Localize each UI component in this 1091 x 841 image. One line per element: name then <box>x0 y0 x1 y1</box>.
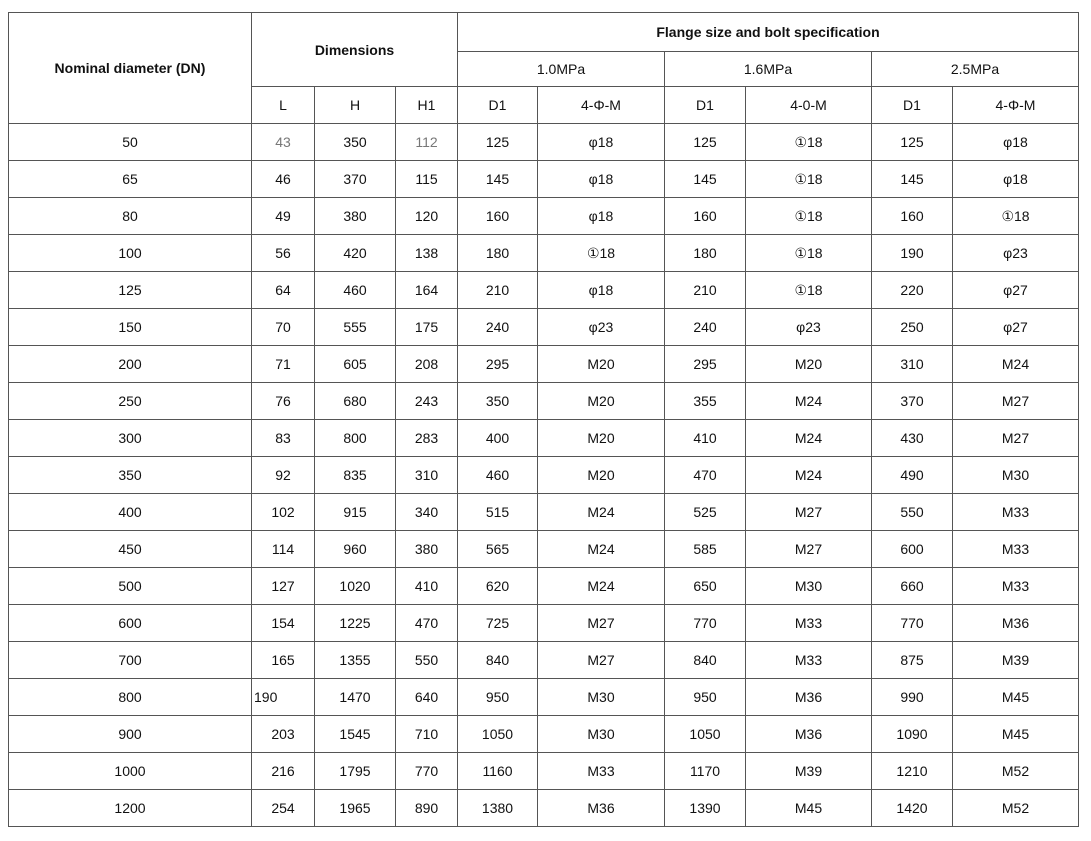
cell-dn: 350 <box>9 457 252 494</box>
cell-bolt-1-6: M30 <box>746 568 872 605</box>
cell-bolt-2-5: M52 <box>953 753 1079 790</box>
cell-d1-2-5: 1210 <box>872 753 953 790</box>
cell-l: 70 <box>252 309 315 346</box>
cell-bolt-2-5: M27 <box>953 420 1079 457</box>
cell-d1-2-5: 1420 <box>872 790 953 827</box>
cell-bolt-1-6: ①18 <box>746 272 872 309</box>
cell-d1-1-0: 620 <box>458 568 538 605</box>
cell-dn: 65 <box>9 161 252 198</box>
cell-bolt-1-0: φ18 <box>538 198 665 235</box>
header-col-bolt-1-0: 4-Φ-M <box>538 87 665 124</box>
cell-l: 216 <box>252 753 315 790</box>
cell-bolt-1-0: ①18 <box>538 235 665 272</box>
cell-d1-1-6: 585 <box>665 531 746 568</box>
cell-h: 380 <box>315 198 396 235</box>
table-row <box>9 309 1079 346</box>
cell-h: 1965 <box>315 790 396 827</box>
cell-bolt-1-6: M24 <box>746 420 872 457</box>
cell-d1-1-6: 525 <box>665 494 746 531</box>
cell-l: 49 <box>252 198 315 235</box>
header-flange-spec: Flange size and bolt specification <box>458 13 1079 52</box>
cell-bolt-1-0: M27 <box>538 605 665 642</box>
cell-h: 835 <box>315 457 396 494</box>
cell-bolt-2-5: M39 <box>953 642 1079 679</box>
cell-h1: 710 <box>396 716 458 753</box>
table-row <box>9 790 1079 827</box>
cell-dn: 50 <box>9 124 252 161</box>
cell-d1-2-5: 600 <box>872 531 953 568</box>
cell-l: 154 <box>252 605 315 642</box>
table-row <box>9 605 1079 642</box>
cell-h1: 283 <box>396 420 458 457</box>
cell-bolt-1-6: M20 <box>746 346 872 383</box>
cell-l: 64 <box>252 272 315 309</box>
cell-bolt-1-6: ①18 <box>746 124 872 161</box>
cell-h1: 115 <box>396 161 458 198</box>
header-col-h1: H1 <box>396 87 458 124</box>
cell-d1-1-6: 650 <box>665 568 746 605</box>
cell-bolt-1-0: M36 <box>538 790 665 827</box>
cell-bolt-1-0: φ18 <box>538 124 665 161</box>
cell-h1: 112 <box>396 124 458 161</box>
header-col-d1-2-5: D1 <box>872 87 953 124</box>
table-row <box>9 753 1079 790</box>
cell-dn: 450 <box>9 531 252 568</box>
cell-dn: 150 <box>9 309 252 346</box>
cell-h1: 470 <box>396 605 458 642</box>
header-pressure-2-5: 2.5MPa <box>872 52 1079 87</box>
cell-bolt-1-0: M30 <box>538 679 665 716</box>
cell-d1-1-0: 515 <box>458 494 538 531</box>
cell-l: 165 <box>252 642 315 679</box>
table-row <box>9 420 1079 457</box>
cell-d1-2-5: 430 <box>872 420 953 457</box>
cell-d1-1-6: 145 <box>665 161 746 198</box>
cell-bolt-1-6: M27 <box>746 494 872 531</box>
cell-dn: 100 <box>9 235 252 272</box>
cell-d1-2-5: 875 <box>872 642 953 679</box>
cell-h1: 550 <box>396 642 458 679</box>
table-row <box>9 531 1079 568</box>
cell-l: 127 <box>252 568 315 605</box>
table-row <box>9 457 1079 494</box>
table-row <box>9 679 1079 716</box>
cell-bolt-2-5: ①18 <box>953 198 1079 235</box>
table-row <box>9 161 1079 198</box>
cell-dn: 200 <box>9 346 252 383</box>
cell-h1: 410 <box>396 568 458 605</box>
cell-bolt-2-5: M27 <box>953 383 1079 420</box>
cell-d1-2-5: 370 <box>872 383 953 420</box>
cell-d1-1-0: 1160 <box>458 753 538 790</box>
table-row <box>9 642 1079 679</box>
cell-dn: 600 <box>9 605 252 642</box>
cell-bolt-1-0: M24 <box>538 568 665 605</box>
cell-d1-2-5: 250 <box>872 309 953 346</box>
cell-h: 915 <box>315 494 396 531</box>
cell-bolt-1-0: M20 <box>538 420 665 457</box>
cell-d1-2-5: 160 <box>872 198 953 235</box>
cell-h: 1225 <box>315 605 396 642</box>
cell-bolt-1-0: φ18 <box>538 161 665 198</box>
cell-h1: 120 <box>396 198 458 235</box>
cell-bolt-2-5: φ18 <box>953 124 1079 161</box>
cell-bolt-1-0: φ18 <box>538 272 665 309</box>
table-body <box>9 124 1079 827</box>
cell-bolt-1-6: φ23 <box>746 309 872 346</box>
cell-bolt-1-6: M24 <box>746 457 872 494</box>
cell-bolt-1-6: ①18 <box>746 198 872 235</box>
cell-d1-2-5: 310 <box>872 346 953 383</box>
cell-bolt-1-6: M45 <box>746 790 872 827</box>
header-pressure-1-0: 1.0MPa <box>458 52 665 87</box>
cell-l: 76 <box>252 383 315 420</box>
cell-dn: 800 <box>9 679 252 716</box>
cell-h: 420 <box>315 235 396 272</box>
cell-h: 1795 <box>315 753 396 790</box>
table-row <box>9 383 1079 420</box>
table-row <box>9 272 1079 309</box>
cell-bolt-2-5: φ27 <box>953 272 1079 309</box>
cell-dn: 900 <box>9 716 252 753</box>
table-row <box>9 568 1079 605</box>
header-pressure-1-6: 1.6MPa <box>665 52 872 87</box>
cell-dn: 125 <box>9 272 252 309</box>
cell-bolt-1-6: ①18 <box>746 161 872 198</box>
table-row <box>9 494 1079 531</box>
cell-d1-2-5: 770 <box>872 605 953 642</box>
header-col-bolt-2-5: 4-Φ-M <box>953 87 1079 124</box>
cell-d1-2-5: 145 <box>872 161 953 198</box>
cell-d1-2-5: 220 <box>872 272 953 309</box>
cell-bolt-2-5: M30 <box>953 457 1079 494</box>
cell-bolt-1-0: M30 <box>538 716 665 753</box>
cell-d1-1-0: 145 <box>458 161 538 198</box>
cell-h: 370 <box>315 161 396 198</box>
cell-bolt-2-5: φ27 <box>953 309 1079 346</box>
cell-d1-2-5: 550 <box>872 494 953 531</box>
cell-bolt-1-6: M36 <box>746 679 872 716</box>
cell-h1: 340 <box>396 494 458 531</box>
cell-d1-2-5: 490 <box>872 457 953 494</box>
header-col-d1-1-6: D1 <box>665 87 746 124</box>
cell-d1-1-6: 950 <box>665 679 746 716</box>
cell-d1-1-6: 210 <box>665 272 746 309</box>
table-row <box>9 716 1079 753</box>
cell-d1-1-0: 1050 <box>458 716 538 753</box>
cell-h: 350 <box>315 124 396 161</box>
cell-bolt-2-5: M52 <box>953 790 1079 827</box>
cell-l: 190 <box>252 679 315 716</box>
table-header <box>9 13 1079 124</box>
cell-d1-1-0: 460 <box>458 457 538 494</box>
cell-d1-1-0: 210 <box>458 272 538 309</box>
cell-l: 203 <box>252 716 315 753</box>
cell-h: 800 <box>315 420 396 457</box>
cell-l: 56 <box>252 235 315 272</box>
cell-l: 43 <box>252 124 315 161</box>
cell-dn: 300 <box>9 420 252 457</box>
cell-d1-1-0: 1380 <box>458 790 538 827</box>
cell-d1-1-6: 355 <box>665 383 746 420</box>
header-col-l: L <box>252 87 315 124</box>
header-col-d1-1-0: D1 <box>458 87 538 124</box>
header-nominal-diameter: Nominal diameter (DN) <box>9 13 252 124</box>
cell-d1-1-0: 840 <box>458 642 538 679</box>
cell-d1-1-6: 410 <box>665 420 746 457</box>
cell-d1-1-0: 350 <box>458 383 538 420</box>
cell-d1-1-6: 840 <box>665 642 746 679</box>
cell-l: 46 <box>252 161 315 198</box>
cell-h1: 310 <box>396 457 458 494</box>
cell-l: 71 <box>252 346 315 383</box>
cell-d1-1-0: 295 <box>458 346 538 383</box>
cell-h1: 138 <box>396 235 458 272</box>
cell-dn: 1000 <box>9 753 252 790</box>
cell-bolt-1-6: M33 <box>746 642 872 679</box>
cell-bolt-2-5: M36 <box>953 605 1079 642</box>
cell-d1-2-5: 125 <box>872 124 953 161</box>
cell-bolt-1-0: M20 <box>538 383 665 420</box>
cell-d1-1-6: 770 <box>665 605 746 642</box>
cell-bolt-1-0: M24 <box>538 531 665 568</box>
cell-d1-1-0: 125 <box>458 124 538 161</box>
cell-l: 114 <box>252 531 315 568</box>
cell-bolt-1-0: M33 <box>538 753 665 790</box>
cell-d1-1-6: 180 <box>665 235 746 272</box>
cell-h: 680 <box>315 383 396 420</box>
cell-h: 960 <box>315 531 396 568</box>
cell-d1-2-5: 1090 <box>872 716 953 753</box>
cell-h1: 890 <box>396 790 458 827</box>
cell-h1: 243 <box>396 383 458 420</box>
cell-bolt-2-5: M45 <box>953 716 1079 753</box>
header-col-bolt-1-6: 4-0-M <box>746 87 872 124</box>
cell-d1-1-0: 400 <box>458 420 538 457</box>
table-row <box>9 346 1079 383</box>
cell-d1-1-6: 470 <box>665 457 746 494</box>
cell-h: 1545 <box>315 716 396 753</box>
cell-d1-2-5: 990 <box>872 679 953 716</box>
cell-l: 102 <box>252 494 315 531</box>
cell-bolt-2-5: M33 <box>953 531 1079 568</box>
cell-d1-1-6: 160 <box>665 198 746 235</box>
cell-l: 254 <box>252 790 315 827</box>
cell-bolt-1-6: ①18 <box>746 235 872 272</box>
cell-h1: 175 <box>396 309 458 346</box>
cell-bolt-1-0: M20 <box>538 457 665 494</box>
cell-bolt-1-0: M20 <box>538 346 665 383</box>
cell-bolt-1-6: M33 <box>746 605 872 642</box>
cell-d1-1-0: 725 <box>458 605 538 642</box>
cell-d1-1-0: 950 <box>458 679 538 716</box>
cell-bolt-1-0: φ23 <box>538 309 665 346</box>
cell-l: 92 <box>252 457 315 494</box>
cell-d1-1-0: 180 <box>458 235 538 272</box>
cell-d1-1-0: 160 <box>458 198 538 235</box>
cell-h1: 770 <box>396 753 458 790</box>
cell-l: 83 <box>252 420 315 457</box>
cell-h1: 208 <box>396 346 458 383</box>
cell-dn: 500 <box>9 568 252 605</box>
cell-d1-1-6: 125 <box>665 124 746 161</box>
cell-h: 460 <box>315 272 396 309</box>
cell-d1-1-0: 565 <box>458 531 538 568</box>
cell-d1-2-5: 190 <box>872 235 953 272</box>
cell-bolt-2-5: M33 <box>953 494 1079 531</box>
cell-h: 1355 <box>315 642 396 679</box>
cell-bolt-2-5: φ23 <box>953 235 1079 272</box>
cell-dn: 400 <box>9 494 252 531</box>
cell-d1-2-5: 660 <box>872 568 953 605</box>
header-dimensions: Dimensions <box>252 13 458 87</box>
cell-d1-1-6: 1170 <box>665 753 746 790</box>
cell-d1-1-6: 240 <box>665 309 746 346</box>
cell-h1: 164 <box>396 272 458 309</box>
cell-h1: 640 <box>396 679 458 716</box>
cell-bolt-1-6: M36 <box>746 716 872 753</box>
cell-bolt-1-0: M24 <box>538 494 665 531</box>
header-col-h: H <box>315 87 396 124</box>
cell-bolt-1-0: M27 <box>538 642 665 679</box>
cell-h: 1020 <box>315 568 396 605</box>
flange-spec-table <box>8 12 1079 827</box>
cell-bolt-2-5: M24 <box>953 346 1079 383</box>
cell-bolt-1-6: M27 <box>746 531 872 568</box>
cell-dn: 80 <box>9 198 252 235</box>
table-row <box>9 198 1079 235</box>
table-row <box>9 124 1079 161</box>
cell-dn: 250 <box>9 383 252 420</box>
cell-h: 605 <box>315 346 396 383</box>
cell-d1-1-6: 1050 <box>665 716 746 753</box>
cell-dn: 700 <box>9 642 252 679</box>
cell-bolt-1-6: M39 <box>746 753 872 790</box>
cell-bolt-2-5: M45 <box>953 679 1079 716</box>
cell-h: 1470 <box>315 679 396 716</box>
cell-h: 555 <box>315 309 396 346</box>
table-row <box>9 235 1079 272</box>
cell-d1-1-6: 295 <box>665 346 746 383</box>
cell-bolt-1-6: M24 <box>746 383 872 420</box>
cell-bolt-2-5: M33 <box>953 568 1079 605</box>
cell-bolt-2-5: φ18 <box>953 161 1079 198</box>
cell-h1: 380 <box>396 531 458 568</box>
cell-dn: 1200 <box>9 790 252 827</box>
cell-d1-1-6: 1390 <box>665 790 746 827</box>
cell-d1-1-0: 240 <box>458 309 538 346</box>
